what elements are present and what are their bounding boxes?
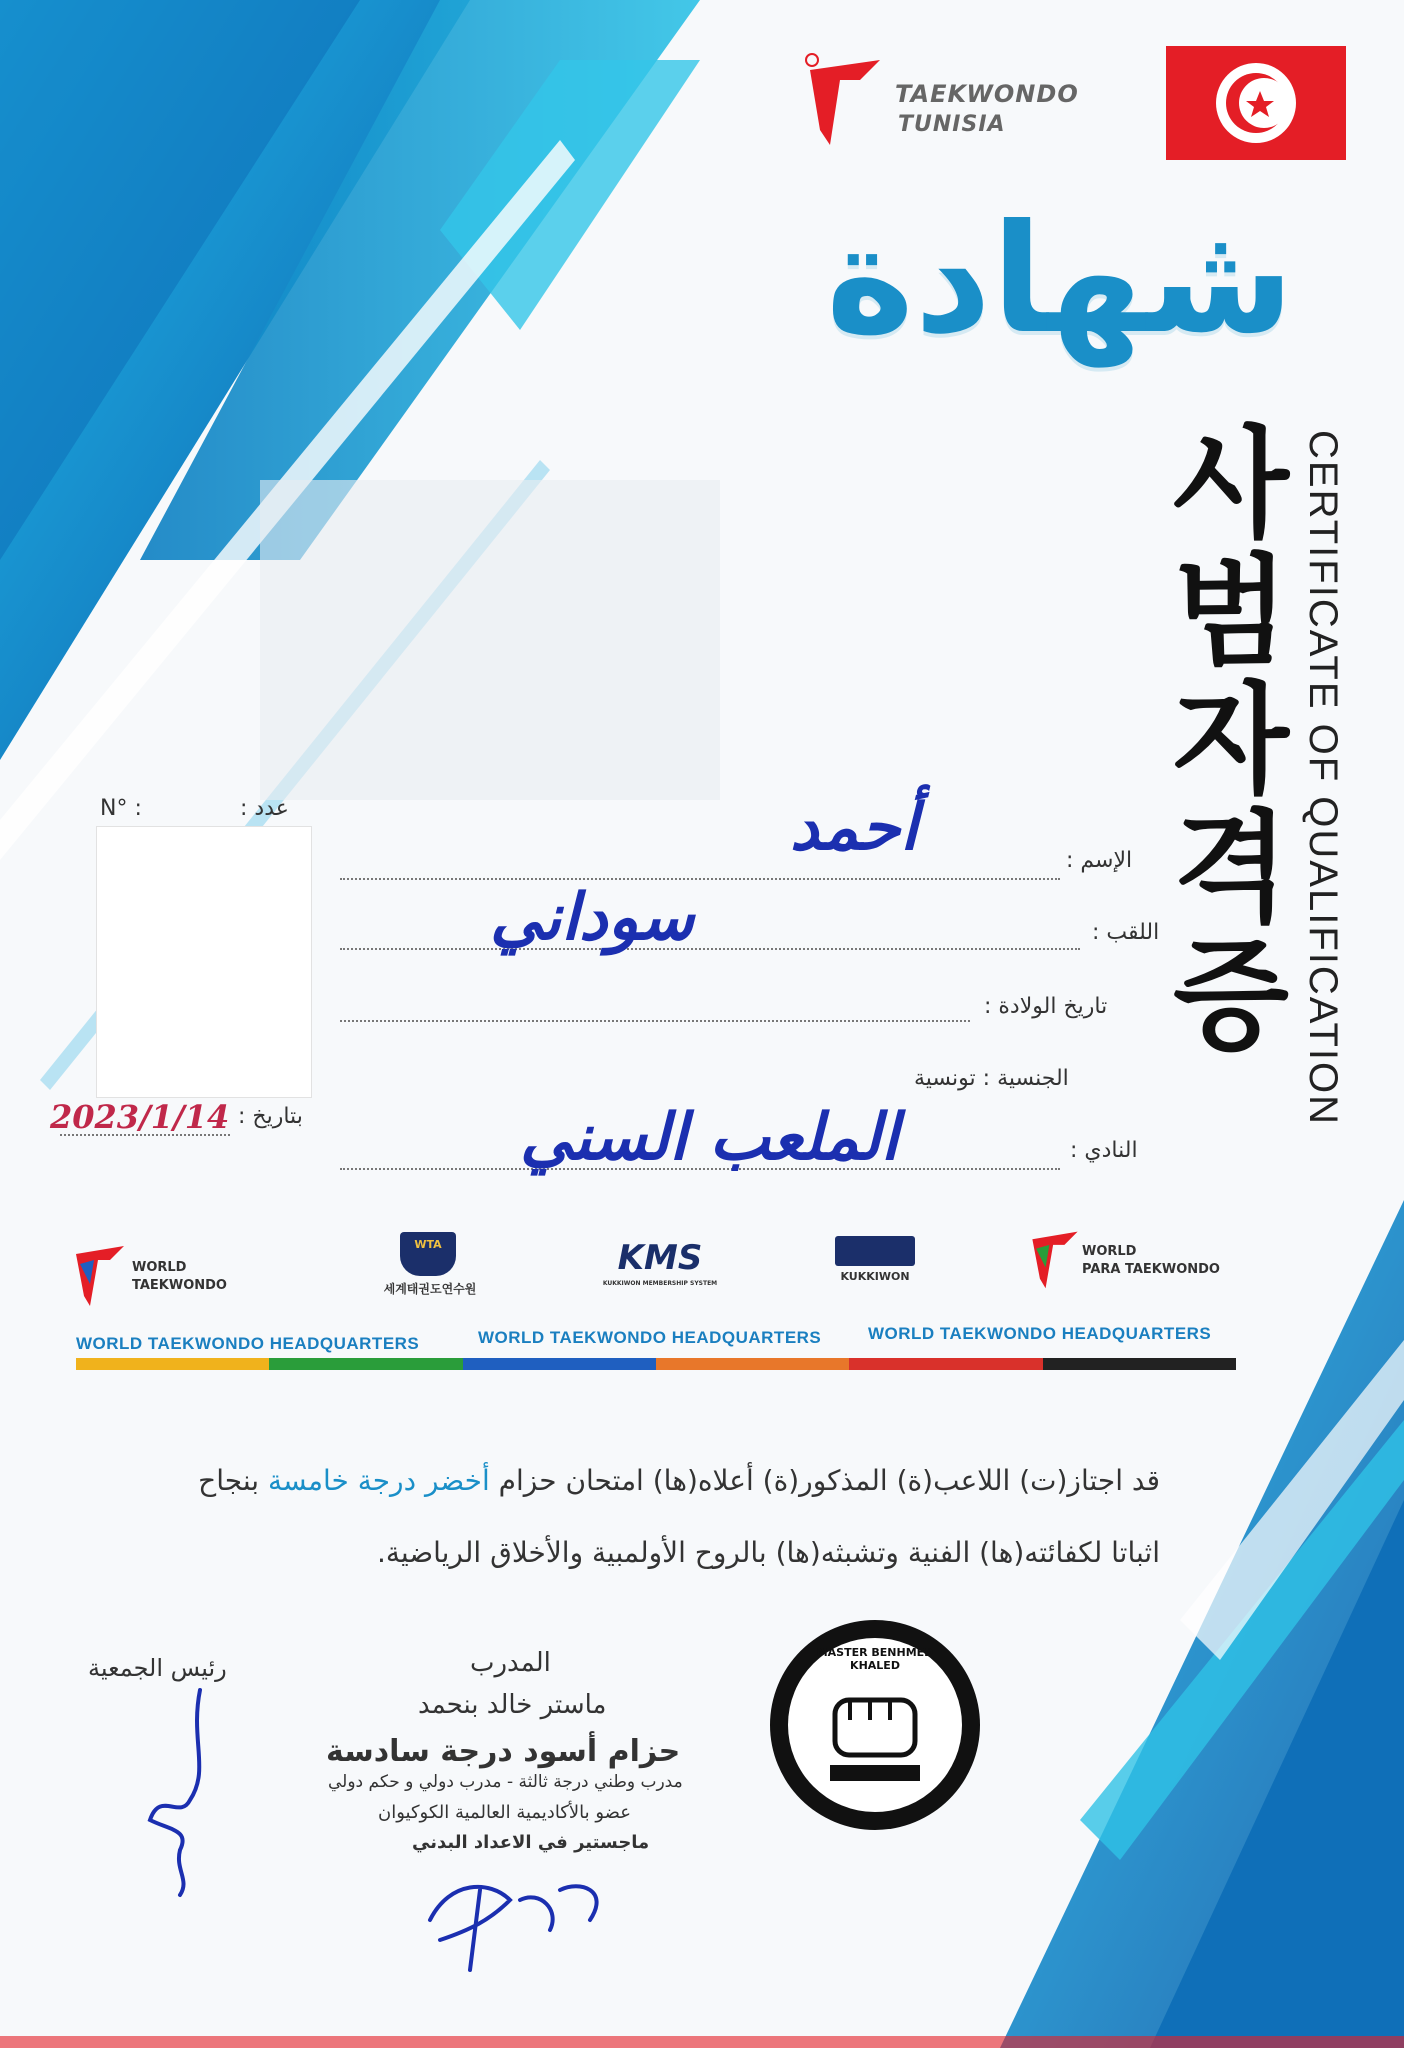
number-label-en: N° : — [100, 796, 142, 821]
coach-credential-3: ماجستير في الاعداد البدني — [412, 1832, 650, 1853]
surname-dotted-line — [340, 948, 1080, 950]
partner-4-line1: KUKKIWON — [840, 1270, 910, 1283]
body-line-2: اثباتا لكفائته(ها) الفنية وتشبثه(ها) بالروح الأولمبية والأخلاق الرياضية. — [376, 1536, 1160, 1569]
tunisia-flag — [1166, 46, 1346, 160]
club-value: الملعب السني — [520, 1100, 899, 1175]
partner-logo-world-taekwondo — [72, 1240, 272, 1310]
coach-credential-1: مدرب وطني درجة ثالثة - مدرب دولي و حكم دولي — [328, 1772, 683, 1792]
hq-text-2: WORLD TAEKWONDO HEADQUARTERS — [478, 1328, 822, 1347]
nationality-label: الجنسية : تونسية — [914, 1066, 1069, 1091]
kukkiwon-emblem-icon — [835, 1236, 915, 1266]
partner-logo-wta — [360, 1232, 500, 1312]
president-signature — [120, 1680, 240, 1900]
partner-2-line2: 세계태권도연수원 — [383, 1282, 477, 1296]
certificate-title-english: CERTIFICATE OF QUALIFICATION — [1301, 430, 1345, 1127]
taekwondo-tunisia-logo — [800, 50, 1100, 160]
birthdate-dotted-line — [340, 1020, 970, 1022]
partner-1-line1: WORLD — [132, 1260, 187, 1275]
belt-grade: أخضر درجة خامسة — [268, 1464, 490, 1497]
date-dotted-line — [60, 1134, 230, 1136]
number-label-ar: عدد : — [240, 796, 289, 821]
photo-box — [96, 826, 312, 1098]
color-band-segment — [849, 1358, 1042, 1370]
surname-label: اللقب : — [1092, 920, 1160, 945]
body-line1-end: بنجاح — [198, 1464, 260, 1497]
logo-line1: TAEKWONDO — [895, 80, 1079, 108]
name-label: الإسم : — [1066, 848, 1133, 873]
crescent-star-icon — [1166, 46, 1346, 160]
world-taekwondo-emblem-icon — [72, 1240, 128, 1310]
birthdate-label: تاريخ الولادة : — [984, 994, 1108, 1019]
date-value: 2023/1/14 — [50, 1098, 230, 1136]
coach-belt: حزام أسود درجة سادسة — [326, 1734, 681, 1769]
president-label: رئيس الجمعية — [88, 1654, 227, 1682]
taekwondo-emblem-icon — [800, 50, 890, 150]
seal-text: MASTER BENHMED KHALED — [816, 1646, 934, 1672]
date-label: بتاريخ : — [238, 1104, 303, 1129]
body-line-1 — [70, 1464, 1160, 1497]
world-para-taekwondo-emblem-icon — [1028, 1226, 1082, 1292]
partner-3-line2: KUKKIWON MEMBERSHIP SYSTEM — [602, 1280, 718, 1287]
color-band-segment — [76, 1358, 269, 1370]
club-label: النادي : — [1070, 1138, 1138, 1163]
partner-5-line1: WORLD — [1082, 1244, 1137, 1259]
partner-2-line1: WTA — [414, 1238, 442, 1251]
name-dotted-line — [340, 878, 1060, 880]
color-band-segment — [463, 1358, 656, 1370]
coach-signature — [410, 1860, 630, 1980]
coach-name: ماستر خالد بنحمد — [418, 1690, 607, 1720]
color-band-segment — [1043, 1358, 1236, 1370]
surname-value: سوداني — [490, 880, 695, 955]
certificate-title-arabic: شهادة — [825, 193, 1295, 367]
partner-5-line2: PARA TAEKWONDO — [1082, 1262, 1220, 1277]
body-line1-start: قد اجتاز(ت) اللاعب(ة) المذكور(ة) أعلاه(ها) امتحان حزام — [498, 1464, 1160, 1497]
coach-credential-2: عضو بالأكاديمية العالمية الكوكيوان — [378, 1802, 632, 1823]
color-band — [76, 1358, 1236, 1370]
master-seal — [770, 1620, 980, 1830]
color-band-segment — [269, 1358, 462, 1370]
logo-line2: TUNISIA — [898, 112, 1006, 137]
hq-text-1: WORLD TAEKWONDO HEADQUARTERS — [76, 1334, 420, 1353]
partner-logo-kukkiwon — [830, 1236, 920, 1296]
partner-logo-world-para-taekwondo — [1028, 1226, 1248, 1296]
color-band-segment — [656, 1358, 849, 1370]
name-value: أحمد — [790, 790, 918, 865]
partner-logo-kms — [600, 1238, 720, 1298]
partner-1-line2: TAEKWONDO — [132, 1278, 227, 1293]
coach-label: المدرب — [470, 1648, 551, 1678]
partner-3-line1: KMS — [617, 1238, 703, 1278]
certificate-title-korean: 사범자격증 — [1151, 420, 1290, 1060]
hq-text-3: WORLD TAEKWONDO HEADQUARTERS — [868, 1324, 1212, 1343]
